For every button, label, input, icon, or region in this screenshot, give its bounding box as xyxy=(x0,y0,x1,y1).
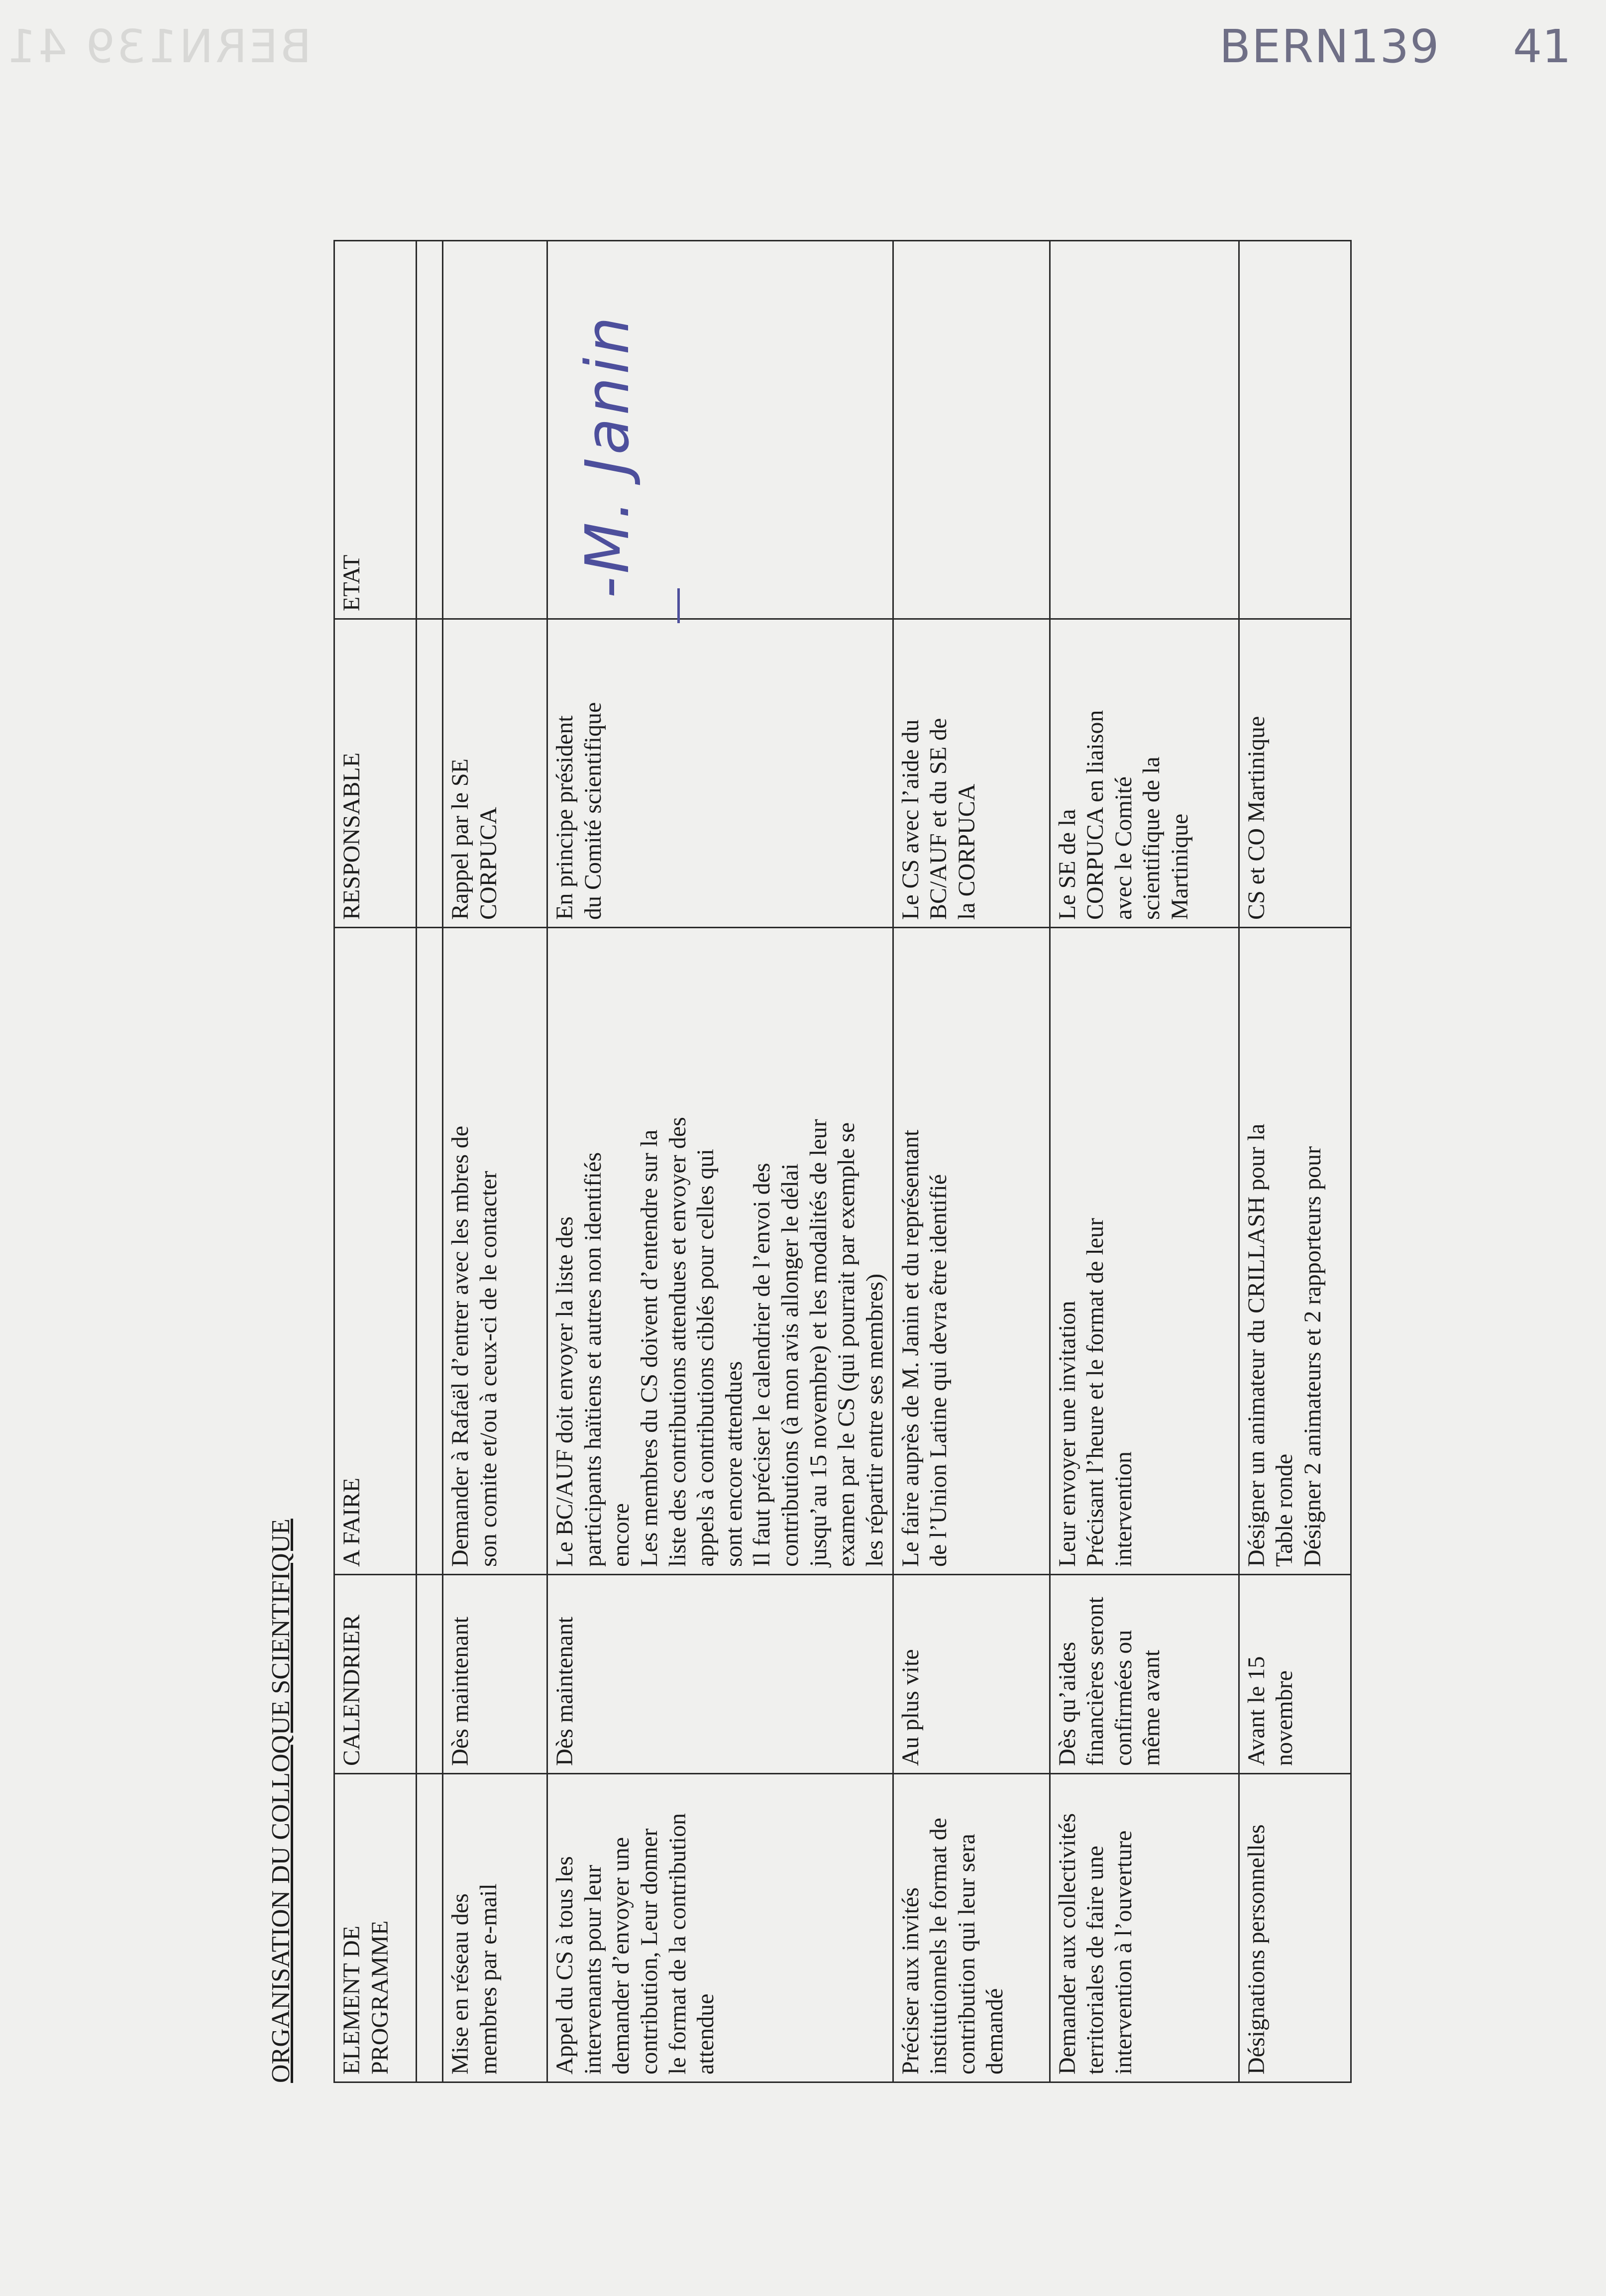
cell-etat xyxy=(1050,241,1239,619)
cell-calendrier: Dès maintenant xyxy=(547,1575,893,1774)
header-etat: ETAT xyxy=(334,241,417,619)
cell-element: Préciser aux invités institutionnels le format de contribution qui leur sera demandé xyxy=(893,1774,1050,2082)
header-calendrier: CALENDRIER xyxy=(334,1575,417,1774)
cell-responsable: CS et CO Martinique xyxy=(1239,619,1351,928)
cell-etat xyxy=(443,241,547,619)
page-title: ORGANISATION DU COLLOQUE SCIENTIFIQUE xyxy=(267,1519,295,2083)
cell-etat xyxy=(893,241,1050,619)
cell-a-faire: Le faire auprès de M. Janin et du représentant de l’Union Latine qui devra être identifié xyxy=(893,928,1050,1575)
header-responsable: RESPONSABLE xyxy=(334,619,417,928)
cell-responsable: Le SE de la CORPUCA en liaison avec le Comité scientifique de la Martinique xyxy=(1050,619,1239,928)
header-row xyxy=(334,241,417,2082)
table-row xyxy=(443,241,547,2082)
header-a-faire: A FAIRE xyxy=(334,928,417,1575)
table-row xyxy=(1050,241,1239,2082)
cell-a-faire: Le BC/AUF doit envoyer la liste des participants haïtiens et autres non identifiés encore Les membres du CS doivent d’entendre sur la liste des contributions attendues et envoyer des appels à contributions ciblés pour celles qui sont encore attendues Il faut préciser le calendrier de l’envoi des contributions (à mon avis allonger le délai jusqu’au 15 novembre) et les modalités de leur examen par le CS (qui pourrait par exemple se les répartir entre ses membres) xyxy=(547,928,893,1575)
cell-etat xyxy=(547,241,893,619)
cell-responsable: En principe président du Comité scientifique xyxy=(547,619,893,928)
cell-element: Appel du CS à tous les intervenants pour leur demander d’envoyer une contribution, Leur donner le format de la contribution attendue xyxy=(547,1774,893,2082)
handwritten-stroke xyxy=(677,588,680,623)
cell-calendrier: Avant le 15 novembre xyxy=(1239,1575,1351,1774)
rotated-page xyxy=(266,241,1391,2083)
header-element-line: ELEMENT DE xyxy=(338,1925,365,2075)
cell-element: Demander aux collectivités territoriales de faire une intervention à l’ouverture xyxy=(1050,1774,1239,2082)
cell-a-faire: Demander à Rafaël d’entrer avec les mbres de son comite et/ou à ceux-ci de le contacter xyxy=(443,928,547,1575)
organisation-table xyxy=(333,240,1352,2083)
header-element xyxy=(334,1774,417,2082)
cell-element: Désignations personnelles xyxy=(1239,1774,1351,2082)
header-element-line: PROGRAMME xyxy=(366,1920,393,2075)
spacer-row xyxy=(417,241,443,2082)
cell-a-faire: Désigner un animateur du CRILLASH pour la Table ronde Désigner 2 animateurs et 2 rapporteurs pour xyxy=(1239,928,1351,1575)
cell-element: Mise en réseau des membres par e-mail xyxy=(443,1774,547,2082)
cell-calendrier: Au plus vite xyxy=(893,1575,1050,1774)
handwritten-note: -M. Janin xyxy=(573,314,642,598)
cell-calendrier: Dès qu’aides financières seront confirmées ou même avant xyxy=(1050,1575,1239,1774)
cell-etat xyxy=(1239,241,1351,619)
cell-responsable: Le CS avec l’aide du BC/AUF et du SE de la CORPUCA xyxy=(893,619,1050,928)
cell-a-faire: Leur envoyer une invitation Précisant l’heure et le format de leur intervention xyxy=(1050,928,1239,1575)
cell-responsable: Rappel par le SE CORPUCA xyxy=(443,619,547,928)
archive-reference: BERN139 xyxy=(1219,20,1440,73)
bleed-through-text: BERN139 41 xyxy=(5,20,312,73)
table-row xyxy=(547,241,893,2082)
folio-number: 41 xyxy=(1513,20,1572,73)
table-row xyxy=(893,241,1050,2082)
cell-calendrier: Dès maintenant xyxy=(443,1575,547,1774)
table-row xyxy=(1239,241,1351,2082)
